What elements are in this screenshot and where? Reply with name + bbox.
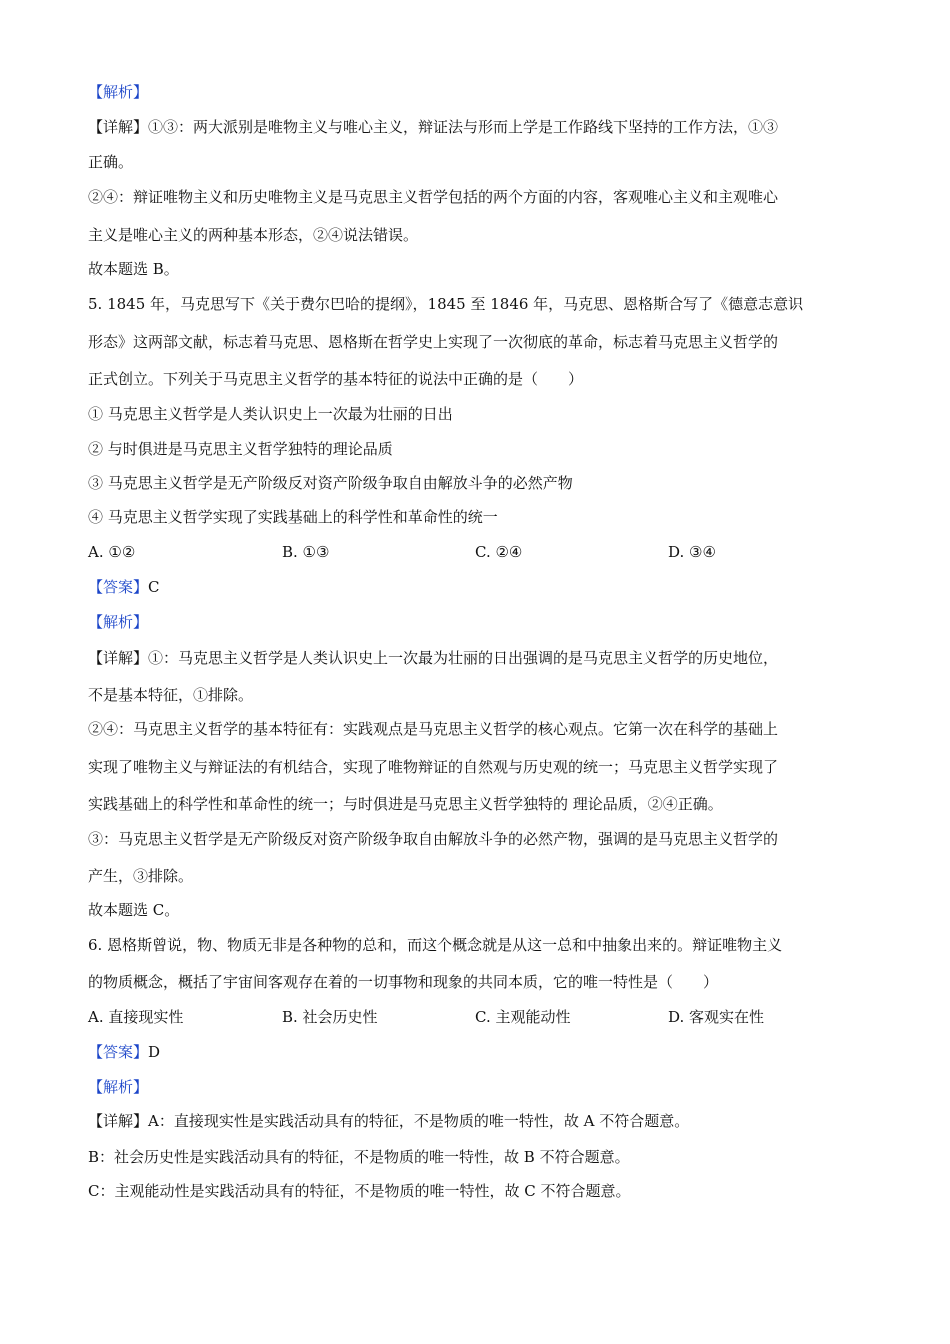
q5-option-b: B. ①③ <box>282 543 330 561</box>
answer-tag: 【答案】 <box>88 1043 149 1061</box>
q5-stem-line: 形态》这两部文献，标志着马克思、恩格斯在哲学史上实现了一次彻底的革命，标志着马克思主义哲学的 <box>88 333 779 351</box>
q5-detail-line: 产生，③排除。 <box>88 867 194 885</box>
q4-conclusion: 故本题选 B。 <box>88 260 179 278</box>
q5-option-d: D. ③④ <box>668 543 716 561</box>
q5-option-a: A. ①② <box>88 543 136 561</box>
detail-tag: 【详解】 <box>88 649 149 667</box>
q5-statement: ② 与时俱进是马克思主义哲学独特的理论品质 <box>88 440 393 458</box>
q6-detail-line <box>88 1111 689 1131</box>
q4-analysis-heading <box>88 82 148 102</box>
q6-option-a: A. 直接现实性 <box>88 1008 184 1026</box>
q5-detail-line: 实现了唯物主义与辩证法的有机结合，实现了唯物辩证的自然观与历史观的统一；马克思主义哲学实现了 <box>88 758 779 776</box>
q6-option-d: D. 客观实在性 <box>668 1008 765 1026</box>
q6-detail-line: C：主观能动性是实践活动具有的特征，不是物质的唯一特性，故 C 不符合题意。 <box>88 1182 631 1200</box>
q4-detail-line: 正确。 <box>88 153 134 171</box>
q5-statement: ③ 马克思主义哲学是无产阶级反对资产阶级争取自由解放斗争的必然产物 <box>88 474 573 492</box>
q6-stem-line: 6. 恩格斯曾说，物、物质无非是各种物的总和，而这个概念就是从这一总和中抽象出来的。辩证唯物主义 <box>88 936 783 954</box>
q5-answer-value: C <box>148 578 160 596</box>
q5-option-c: C. ②④ <box>475 543 523 561</box>
q6-detail-text: A：直接现实性是实践活动具有的特征，不是物质的唯一特性，故 A 不符合题意。 <box>148 1112 690 1130</box>
q6-answer <box>88 1042 160 1062</box>
q4-detail-line: ②④：辩证唯物主义和历史唯物主义是马克思主义哲学包括的两个方面的内容，客观唯心主义和主观唯心 <box>88 188 779 206</box>
q5-statement: ① 马克思主义哲学是人类认识史上一次最为壮丽的日出 <box>88 405 453 423</box>
q4-detail-text: ①③：两大派别是唯物主义与唯心主义，辩证法与形而上学是工作路线下坚持的工作方法，①③ <box>148 118 779 136</box>
q6-option-c: C. 主观能动性 <box>475 1008 571 1026</box>
analysis-tag: 【解析】 <box>88 1078 149 1096</box>
q5-conclusion: 故本题选 C。 <box>88 901 180 919</box>
analysis-tag: 【解析】 <box>88 83 149 101</box>
q5-detail-line: ②④：马克思主义哲学的基本特征有：实践观点是马克思主义哲学的核心观点。它第一次在科学的基础上 <box>88 720 779 738</box>
q5-stem-line: 5. 1845 年，马克思写下《关于费尔巴哈的提纲》，1845 至 1846 年，马克思、恩格斯合写了《德意志意识 <box>88 295 804 313</box>
q6-answer-value: D <box>148 1043 161 1061</box>
q5-detail-line: 不是基本特征，①排除。 <box>88 686 254 704</box>
q5-answer <box>88 577 160 597</box>
detail-tag: 【详解】 <box>88 1112 149 1130</box>
q5-detail-text: ①：马克思主义哲学是人类认识史上一次最为壮丽的日出强调的是马克思主义哲学的历史地位， <box>148 649 779 667</box>
q5-detail-line <box>88 648 778 668</box>
analysis-tag: 【解析】 <box>88 613 149 631</box>
q5-statement: ④ 马克思主义哲学实现了实践基础上的科学性和革命性的统一 <box>88 508 498 526</box>
q5-detail-line: ③：马克思主义哲学是无产阶级反对资产阶级争取自由解放斗争的必然产物，强调的是马克思主义哲学的 <box>88 830 779 848</box>
q6-detail-line: B：社会历史性是实践活动具有的特征，不是物质的唯一特性，故 B 不符合题意。 <box>88 1148 630 1166</box>
detail-tag: 【详解】 <box>88 118 149 136</box>
q5-analysis-heading <box>88 612 148 632</box>
q5-detail-line: 实践基础上的科学性和革命性的统一；与时俱进是马克思主义哲学独特的 理论品质，②④正确。 <box>88 795 723 813</box>
q4-detail-line <box>88 117 778 137</box>
q6-stem-line: 的物质概念，概括了宇宙间客观存在着的一切事物和现象的共同本质，它的唯一特性是（ ） <box>88 973 719 991</box>
answer-tag: 【答案】 <box>88 578 149 596</box>
q6-analysis-heading <box>88 1077 148 1097</box>
q4-detail-line: 主义是唯心主义的两种基本形态，②④说法错误。 <box>88 226 419 244</box>
q6-option-b: B. 社会历史性 <box>282 1008 378 1026</box>
q5-stem-line: 正式创立。下列关于马克思主义哲学的基本特征的说法中正确的是（ ） <box>88 370 584 388</box>
